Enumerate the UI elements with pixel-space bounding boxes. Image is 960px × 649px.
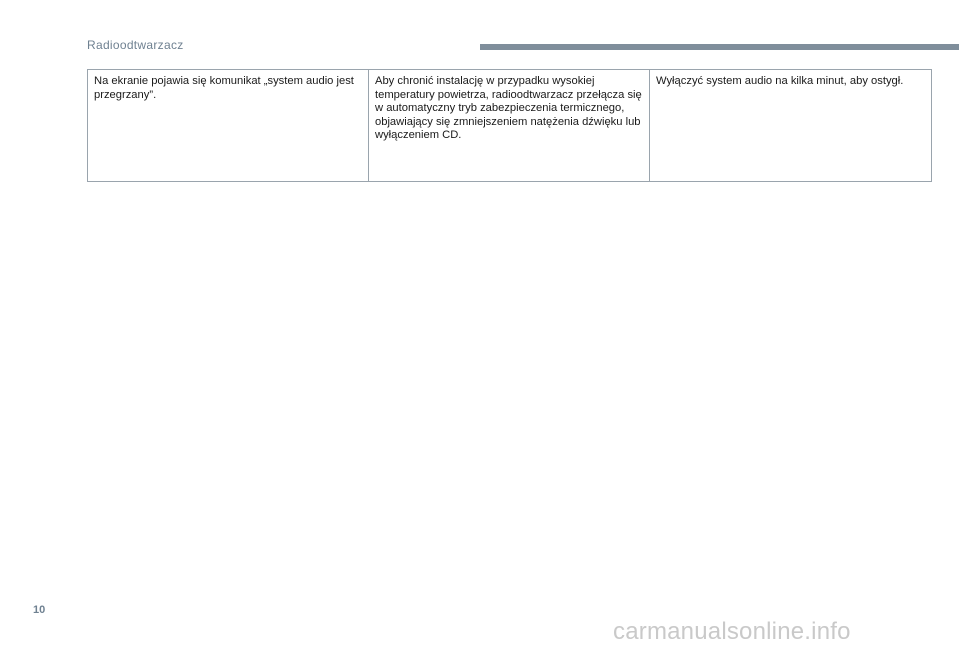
watermark: carmanualsonline.info [613,618,851,645]
troubleshooting-table [87,69,932,182]
solution-cell: Wyłączyć system audio na kilka minut, aby ostygł. [650,70,932,182]
page-number: 10 [33,604,46,616]
cause-cell: Aby chronić instalację w przypadku wysokiej temperatury powietrza, radioodtwarzacz przełącza się w automatyczny tryb zabezpieczenia termicznego, objawiający się zmniejszeniem natężenia dźwięku lub wyłączeniem CD. [369,70,650,182]
problem-cell: Na ekranie pojawia się komunikat „system audio jest przegrzany”. [88,70,369,182]
section-header [87,38,959,54]
table-row [88,70,932,182]
section-title: Radioodtwarzacz [87,38,184,52]
section-bar [480,44,959,50]
